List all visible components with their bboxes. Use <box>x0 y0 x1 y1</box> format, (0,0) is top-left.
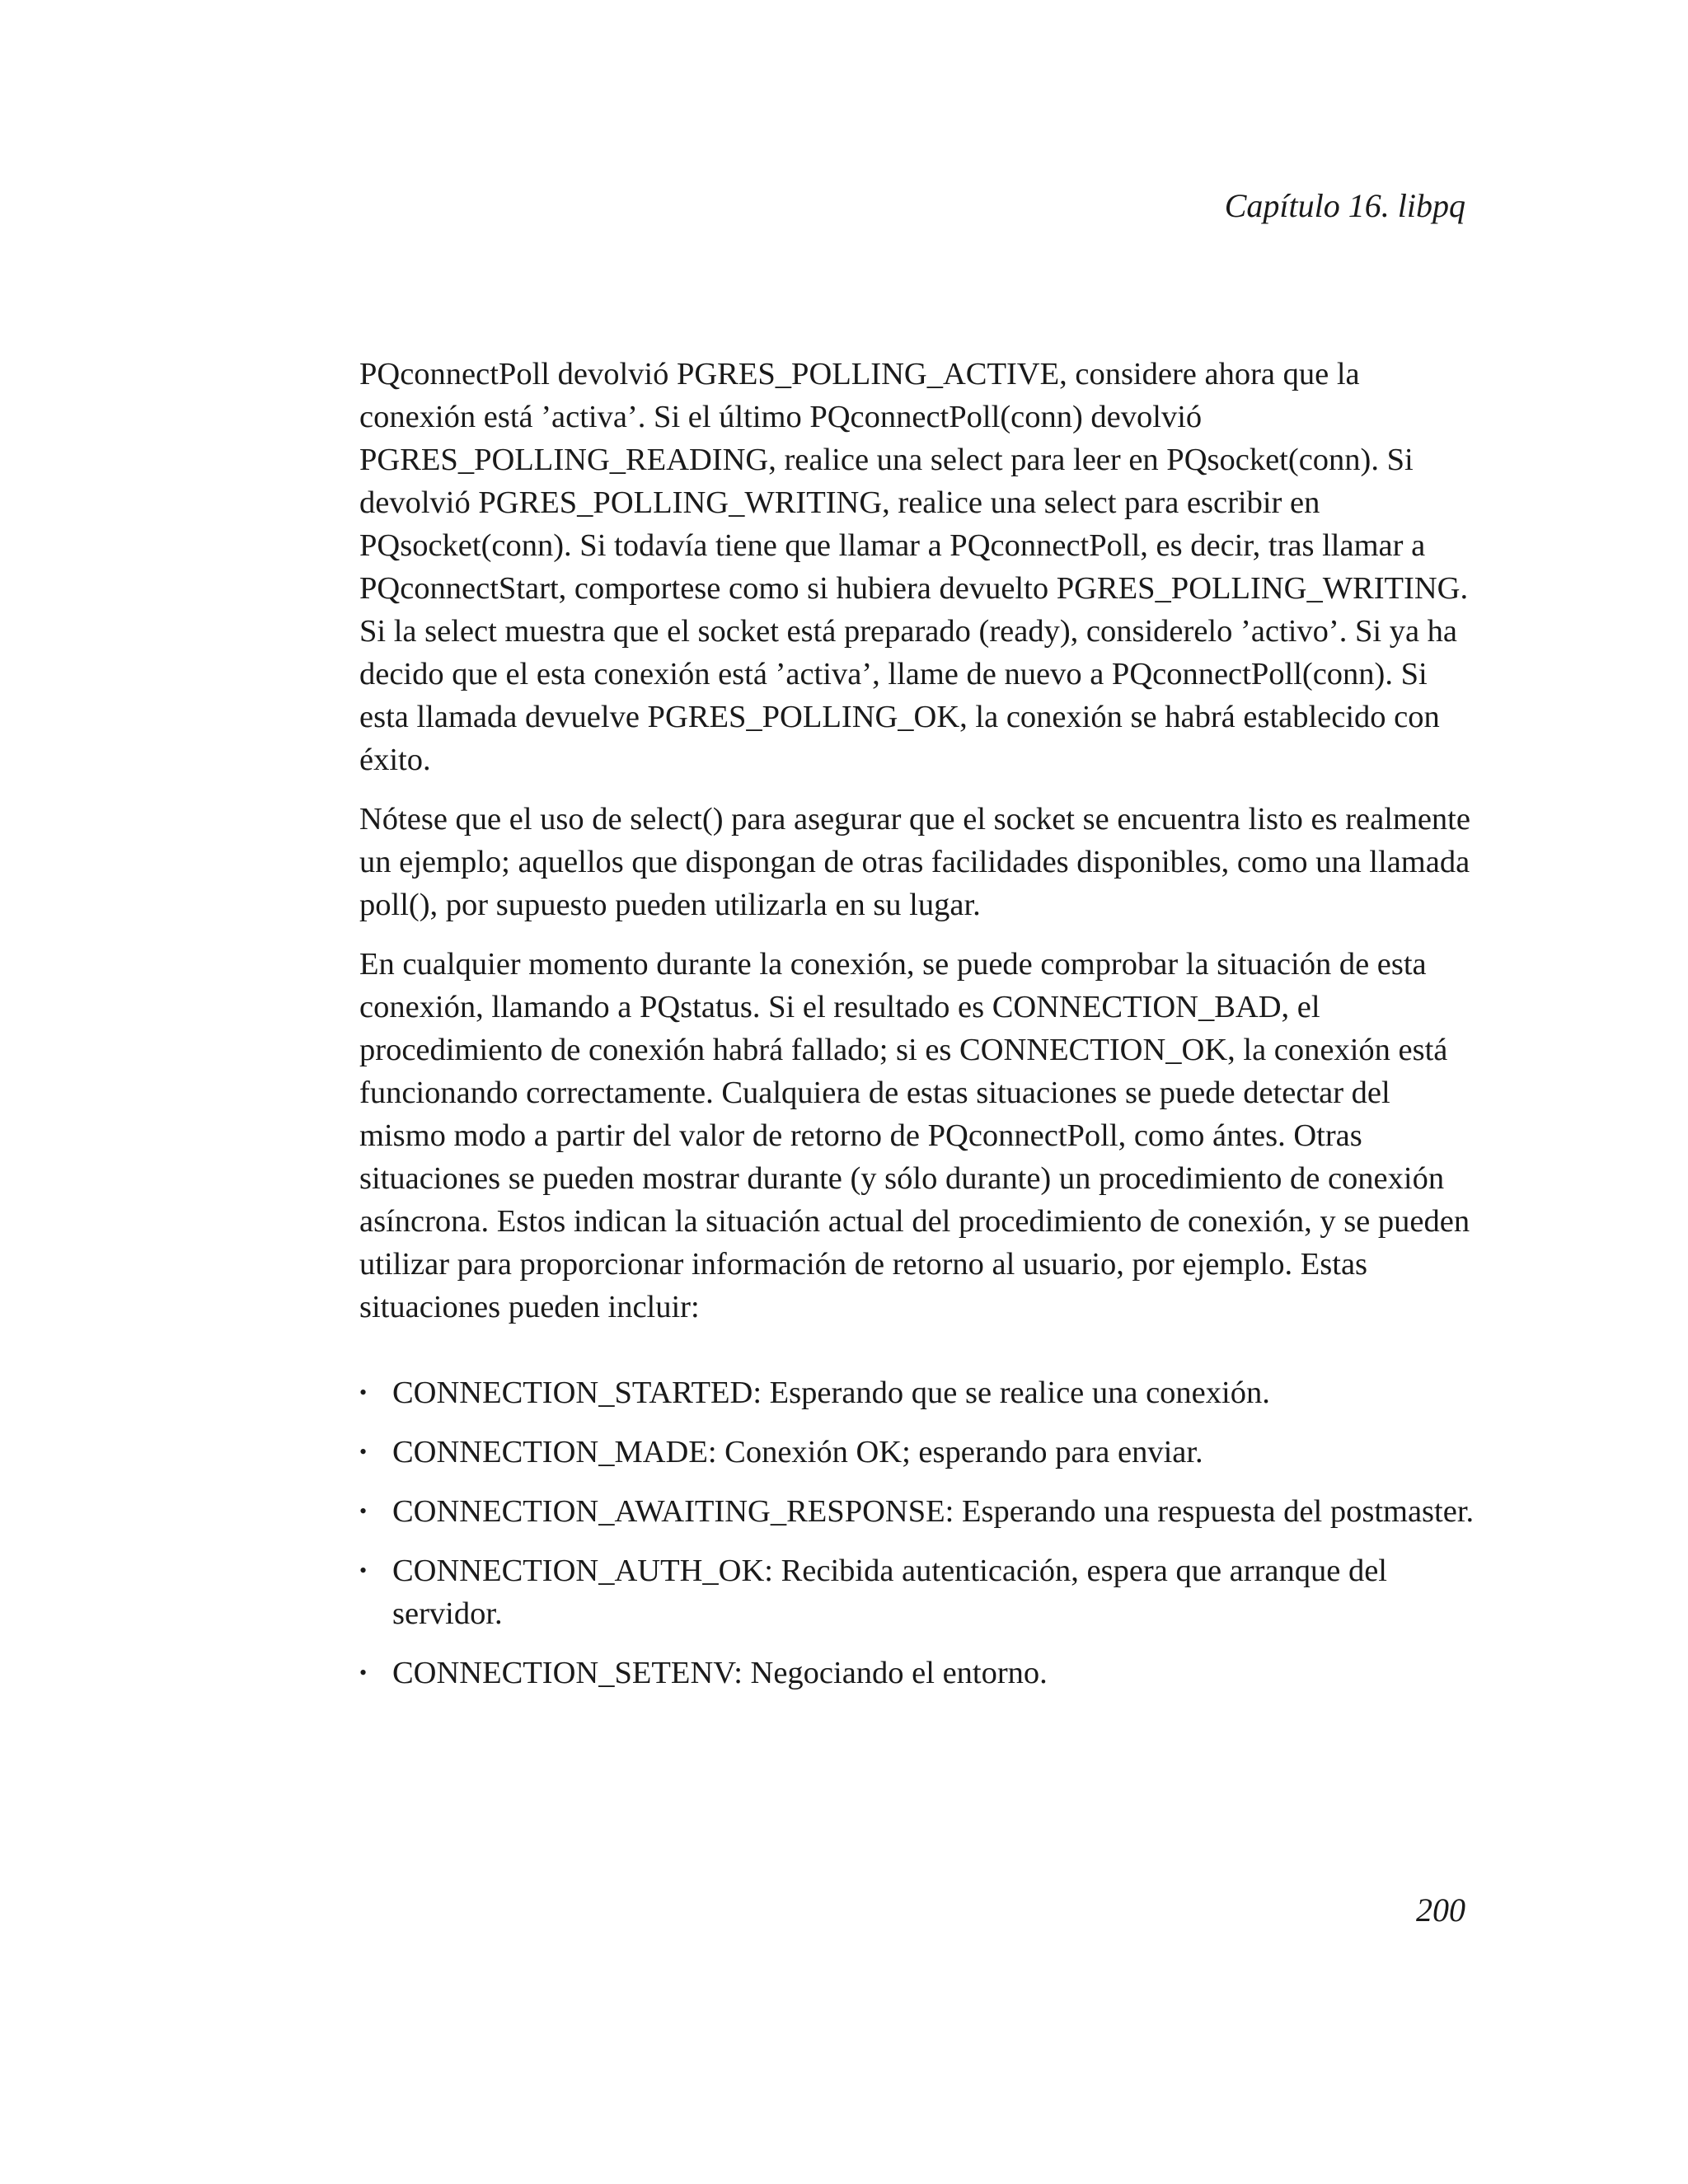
list-item-text: CONNECTION_STARTED: Esperando que se realice una conexión. <box>392 1376 1270 1410</box>
bullet-icon: • <box>359 1380 368 1404</box>
list-item <box>359 1652 1477 1694</box>
list-item-text: CONNECTION_SETENV: Negociando el entorno. <box>392 1656 1048 1690</box>
paragraph-select-note: Nótese que el uso de select() para asegurar que el socket se encuentra listo es realmente un ejemplo; aquellos que dispongan de otras facilidades disponibles, como una llamada poll(), por supuesto pueden utilizarla en su lugar. <box>359 802 1470 922</box>
list-item-text: CONNECTION_MADE: Conexión OK; esperando para enviar. <box>392 1435 1203 1469</box>
list-item-text: CONNECTION_AUTH_OK: Recibida autenticación, espera que arranque del servidor. <box>392 1554 1387 1631</box>
bullet-icon: • <box>359 1661 368 1685</box>
running-header: Capítulo 16. libpq <box>1224 187 1465 224</box>
list-item-text: CONNECTION_AWAITING_RESPONSE: Esperando una respuesta del postmaster. <box>392 1494 1475 1529</box>
page-number: 200 <box>1416 1891 1465 1929</box>
paragraph-status: En cualquier momento durante la conexión, se puede comprobar la situación de esta conexión, llamando a PQstatus. Si el resultado es CONNECTION_BAD, el procedimiento de conexión habrá fallado; si es CONNECTION_OK, la conexión está funcionando correctamente. Cualquiera de estas situaciones se puede detectar del mismo modo a partir del valor de retorno de PQconnectPoll, como ántes. Otras situaciones se pueden mostrar durante (y sólo durante) un procedimiento de conexión asíncrona. Estos indican la situación actual del procedimiento de conexión, y se pueden utilizar para proporcionar información de retorno al usuario, por ejemplo. Estas situaciones pueden incluir: <box>359 947 1470 1324</box>
bullet-icon: • <box>359 1558 368 1582</box>
list-item <box>359 1549 1477 1635</box>
page-body <box>359 353 1477 1711</box>
list-item <box>359 1431 1477 1474</box>
bullet-icon: • <box>359 1499 368 1523</box>
paragraph-polling: PQconnectPoll devolvió PGRES_POLLING_ACTIVE, considere ahora que la conexión está ’activa’. Si el último PQconnectPoll(conn) devolvió PGRES_POLLING_READING, realice una select para leer en PQsocket(conn). Si devolvió PGRES_POLLING_WRITING, realice una select para escribir en PQsocket(conn). Si todavía tiene que llamar a PQconnectPoll, es decir, tras llamar a PQconnectStart, comportese como si hubiera devuelto PGRES_POLLING_WRITING. Si la select muestra que el socket está preparado (ready), considerelo ’activo’. Si ya ha decido que el esta conexión está ’activa’, llame de nuevo a PQconnectPoll(conn). Si esta llamada devuelve PGRES_POLLING_OK, la conexión se habrá establecido con éxito. <box>359 357 1469 777</box>
bullet-icon: • <box>359 1440 368 1464</box>
list-item <box>359 1371 1477 1414</box>
list-item <box>359 1490 1477 1533</box>
status-list <box>359 1371 1477 1694</box>
